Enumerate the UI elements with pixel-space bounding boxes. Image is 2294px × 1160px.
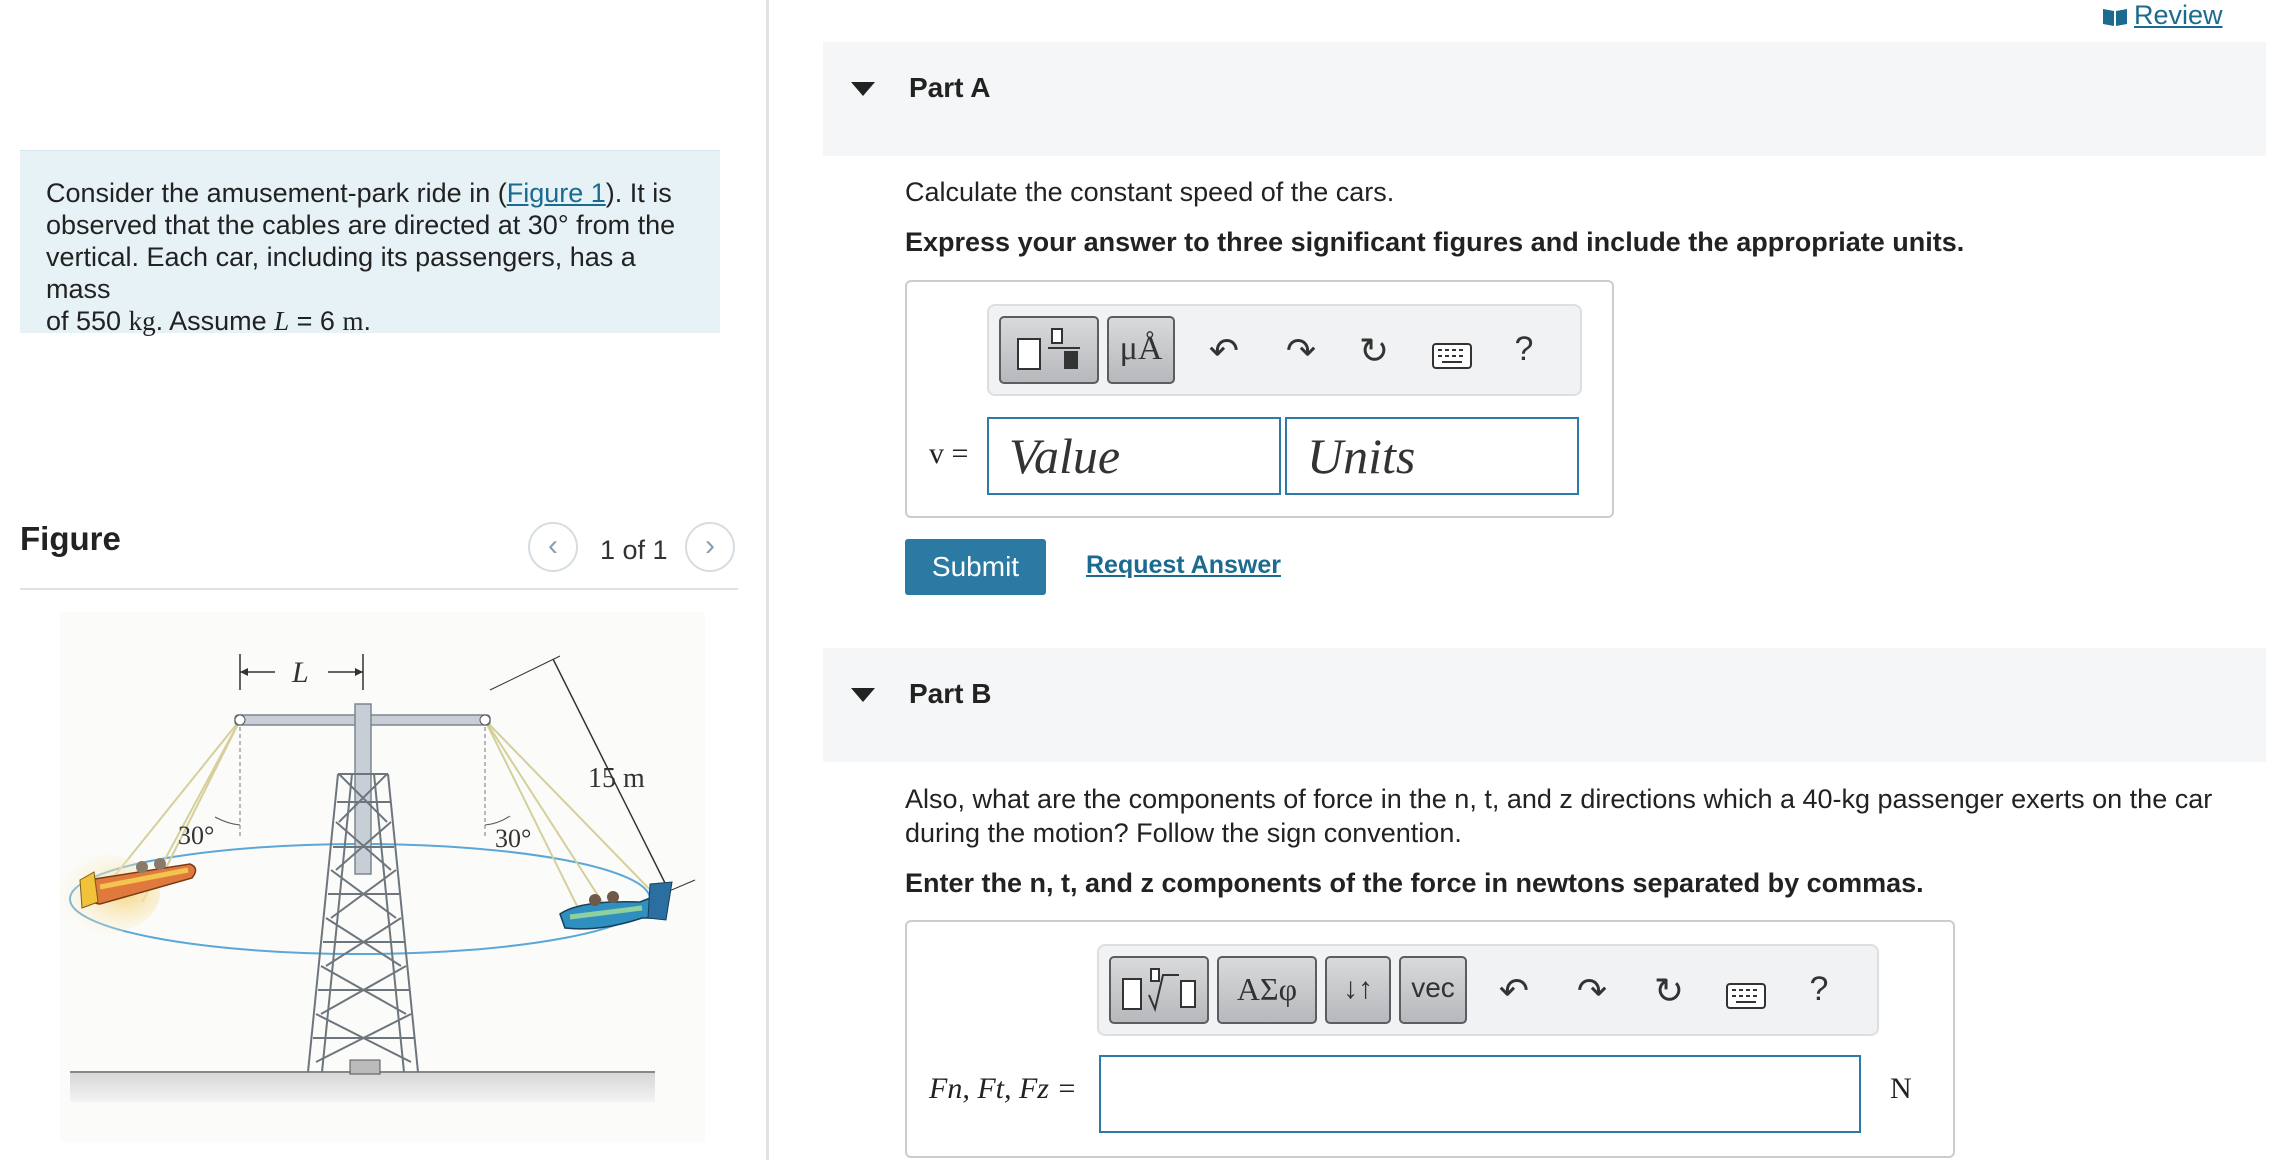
part-b-question: Also, what are the components of force in the n, t, and z directions which a 40-kg passenger exerts on the car during the motion? Follow the sign convention. xyxy=(905,784,2213,848)
angle-right-label: 30° xyxy=(495,824,532,853)
part-b-answer-box xyxy=(905,920,1955,1158)
redo-icon[interactable]: ↷ xyxy=(1576,970,1608,1011)
L-label: L xyxy=(292,656,309,689)
units-button[interactable]: μÅ xyxy=(1107,316,1175,384)
chevron-right-icon: › xyxy=(705,529,715,562)
request-answer-link[interactable]: Request Answer xyxy=(1086,551,1281,579)
ground xyxy=(70,1072,655,1102)
cable-length-label: 15 m xyxy=(588,763,645,794)
part-a-instruction: Express your answer to three significant figures and include the appropriate units. xyxy=(905,227,1965,257)
keyboard-icon[interactable] xyxy=(1721,976,1771,1018)
arrows-button[interactable]: ↓↑ xyxy=(1325,956,1391,1024)
help-button[interactable]: ? xyxy=(1514,330,1534,368)
pane-divider[interactable] xyxy=(766,0,769,1160)
figure-title: Figure xyxy=(20,520,121,557)
keyboard-icon[interactable] xyxy=(1427,336,1477,378)
chevron-left-icon: ‹ xyxy=(548,529,558,562)
review-link[interactable]: Review xyxy=(2102,0,2223,31)
value-input[interactable] xyxy=(989,419,1279,493)
force-components-field[interactable] xyxy=(1099,1055,1861,1133)
force-components-input[interactable] xyxy=(1101,1057,1859,1131)
part-b-instruction: Enter the n, t, and z components of the force in newtons separated by commas. xyxy=(905,868,1924,898)
part-a-label: Part A xyxy=(909,72,991,103)
reset-icon[interactable]: ↻ xyxy=(1653,970,1685,1011)
part-b-header[interactable] xyxy=(823,648,2266,762)
problem-pane xyxy=(0,0,766,1160)
collapse-triangle-icon xyxy=(851,688,875,702)
undo-icon[interactable]: ↶ xyxy=(1498,970,1530,1011)
figure-divider xyxy=(20,588,738,590)
value-field[interactable] xyxy=(987,417,1281,495)
part-a-header[interactable] xyxy=(823,42,2266,156)
book-icon xyxy=(2102,7,2128,27)
part-a-variable: v = xyxy=(929,437,969,470)
part-a-question: Calculate the constant speed of the cars. xyxy=(905,177,1395,207)
unit-label: N xyxy=(1890,1072,1912,1105)
part-b-variable: Fn, Ft, Fz = xyxy=(929,1072,1077,1105)
part-a-answer-box xyxy=(905,280,1614,518)
figure-amusement-ride xyxy=(60,612,705,1142)
templates-button[interactable] xyxy=(999,316,1099,384)
units-field[interactable] xyxy=(1285,417,1579,495)
collapse-triangle-icon xyxy=(851,82,875,96)
redo-icon[interactable]: ↷ xyxy=(1285,330,1317,371)
units-input[interactable] xyxy=(1287,419,1577,493)
angle-left-label: 30° xyxy=(178,821,215,850)
undo-icon[interactable]: ↶ xyxy=(1208,330,1240,371)
figure-link[interactable]: Figure 1 xyxy=(506,178,606,208)
submit-button[interactable]: Submit xyxy=(905,539,1046,595)
templates-icon xyxy=(1014,325,1084,375)
help-button[interactable]: ? xyxy=(1809,970,1829,1008)
greek-button[interactable]: ΑΣφ xyxy=(1217,956,1317,1024)
part-b-toolbar xyxy=(1097,944,1879,1036)
figure-counter: 1 of 1 xyxy=(600,535,668,565)
problem-statement: Consider the amusement-park ride in (Figure 1). It is observed that the cables are directed at 30° from the vertical. Each car, including its passengers, has a mass of 550 kg. Assume L = 6 m. xyxy=(20,150,720,333)
templates-sqrt-icon xyxy=(1119,965,1199,1015)
part-b-label: Part B xyxy=(909,678,992,709)
figure-prev-button[interactable] xyxy=(528,522,578,572)
part-a-toolbar xyxy=(987,304,1582,396)
vector-button[interactable]: vec xyxy=(1399,956,1467,1024)
figure-next-button[interactable] xyxy=(685,522,735,572)
reset-icon[interactable]: ↻ xyxy=(1358,330,1390,371)
templates-button[interactable] xyxy=(1109,956,1209,1024)
